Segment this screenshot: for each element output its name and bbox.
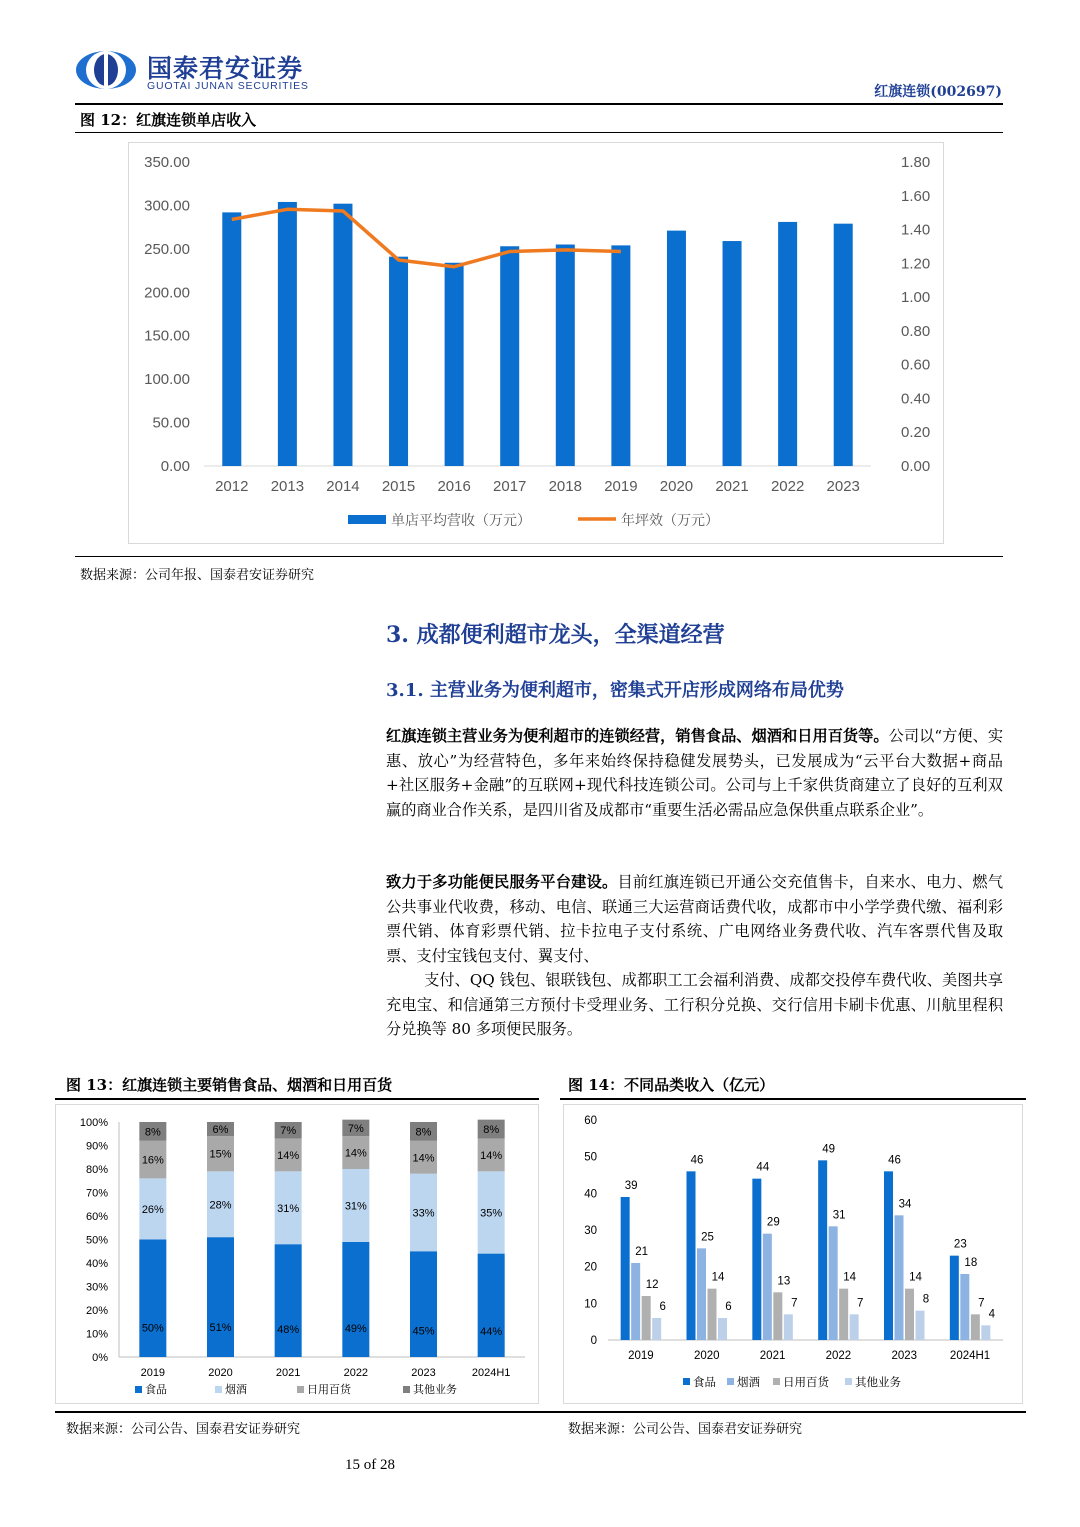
fig13-data-label: 15%: [209, 1148, 232, 1161]
report-title: 红旗连锁(002697): [874, 84, 1002, 100]
fig12-right-tick: 0.00: [901, 458, 931, 475]
fig12-right-tick: 0.40: [901, 390, 931, 408]
fig13-data-label: 35%: [480, 1207, 503, 1220]
fig13-data-label: 14%: [480, 1149, 503, 1162]
fig13-y-tick: 60%: [85, 1211, 108, 1223]
fig14-legend-label: 烟酒: [737, 1375, 760, 1389]
fig13-data-label: 6%: [212, 1124, 229, 1137]
fig14-bar: [718, 1318, 727, 1340]
fig12-right-tick: 0.20: [901, 424, 931, 442]
fig14-data-label: 21: [635, 1246, 649, 1258]
header-rule: [75, 103, 1003, 105]
fig12-bar: [278, 202, 297, 466]
fig13-y-tick: 40%: [85, 1258, 108, 1270]
fig13-x-tick: 2024H1: [471, 1367, 511, 1379]
fig14-data-label: 14: [711, 1271, 725, 1284]
fig12-bar: [500, 246, 519, 466]
fig13-x-tick: 2022: [343, 1367, 369, 1379]
fig12-right-tick: 1.00: [901, 289, 931, 307]
fig13-legend-swatch: [215, 1386, 222, 1393]
fig12-bar: [222, 212, 241, 466]
fig13-x-tick: 2023: [411, 1367, 436, 1379]
fig12-x-tick: 2014: [326, 478, 360, 495]
fig13-chart: [55, 1104, 539, 1404]
fig13-x-tick: 2020: [208, 1367, 233, 1379]
fig14-y-tick: 60: [584, 1115, 597, 1127]
fig12-left-tick: 350.00: [144, 154, 190, 171]
fig14-bar: [916, 1311, 925, 1340]
fig14-data-label: 39: [624, 1180, 638, 1192]
fig13-data-label: 49%: [344, 1323, 367, 1336]
fig14-legend-swatch: [773, 1378, 780, 1385]
fig14-y-tick: 40: [584, 1188, 597, 1201]
fig12-left-tick: 50.00: [152, 414, 190, 432]
fig13-y-tick: 50%: [85, 1234, 108, 1247]
fig14-legend-label: 其他业务: [855, 1375, 901, 1389]
logo-mark: [75, 50, 137, 90]
fig14-legend-label: 食品: [693, 1375, 716, 1389]
fig13-legend-label: 食品: [145, 1383, 167, 1396]
fig14-legend-swatch: [727, 1378, 734, 1385]
fig12-right-tick: 0.80: [901, 322, 931, 340]
fig12-left-tick: 100.00: [144, 371, 190, 389]
fig13-data-label: 28%: [209, 1199, 232, 1212]
paragraph-main-business-lead: 红旗连锁主营业务为便利超市的连锁经营，销售食品、烟酒和日用百货等。: [386, 727, 889, 745]
fig14-x-tick: 2021: [759, 1350, 786, 1362]
fig13-legend-label: 烟酒: [225, 1383, 247, 1396]
fig14-y-tick: 0: [590, 1335, 597, 1347]
fig13-bar-segment: [478, 1254, 505, 1357]
fig13-legend-label: 其他业务: [413, 1383, 457, 1396]
fig14-data-label: 4: [988, 1308, 996, 1321]
fig14-top-rule: [560, 1098, 1026, 1100]
fig14-bar: [631, 1263, 640, 1340]
fig14-legend-swatch: [845, 1378, 852, 1385]
fig14-data-label: 46: [888, 1154, 901, 1167]
fig13-data-label: 44%: [480, 1326, 503, 1339]
fig13-legend-label: 日用百货: [307, 1383, 351, 1396]
fig13-data-label: 14%: [412, 1152, 435, 1165]
fig12-title: 图 12：红旗连锁单店收入: [80, 111, 257, 129]
fig12-legend-swatch-bar: [348, 515, 386, 524]
fig13-x-tick: 2019: [140, 1367, 166, 1379]
fig12-right-tick: 1.20: [901, 255, 931, 273]
fig14-data-label: 46: [690, 1154, 704, 1167]
fig14-data-label: 49: [822, 1143, 836, 1156]
fig12-left-tick: 150.00: [144, 327, 190, 345]
fig13-data-label: 33%: [412, 1207, 435, 1220]
fig13-data-label: 7%: [347, 1122, 364, 1135]
fig12-right-tick: 0.60: [901, 356, 931, 374]
paragraph-service-platform-body: 目前红旗连锁已开通公交充值售卡，自来水、电力、燃气公共事业代收费，移动、电信、联通三大运营商话费代收，成都市中小学学费代缴、福利彩票代销、体育彩票代销、拉卡拉电子支付系统、广电网络业务费代收、汽车客票代售及取票、支付宝钱包支付、翼支付、: [386, 873, 1004, 965]
fig13-data-label: 8%: [415, 1126, 432, 1139]
fig13-y-tick: 10%: [85, 1328, 108, 1341]
fig12-bar: [389, 257, 408, 466]
fig14-bar: [960, 1274, 969, 1340]
fig14-data-label: 13: [777, 1275, 791, 1288]
fig13-y-tick: 90%: [85, 1140, 108, 1153]
fig14-data-label: 8: [922, 1293, 930, 1306]
fig13-data-label: 50%: [141, 1322, 164, 1335]
fig14-bar: [981, 1325, 990, 1340]
fig14-chart: [563, 1104, 1023, 1404]
fig14-y-tick: 20: [584, 1261, 597, 1274]
fig12-bar: [611, 245, 630, 466]
fig12-x-tick: 2015: [381, 478, 416, 495]
fig13-data-label: 16%: [141, 1154, 164, 1167]
fig13-y-tick: 30%: [85, 1281, 108, 1294]
fig13-y-tick: 70%: [85, 1187, 108, 1200]
fig14-bar: [687, 1171, 696, 1340]
fig14-y-tick: 50: [584, 1151, 597, 1164]
fig13-y-tick: 100%: [79, 1117, 108, 1129]
fig13-data-label: 51%: [209, 1322, 232, 1335]
fig14-data-label: 34: [898, 1198, 912, 1211]
paragraph-service-platform-lead: 致力于多功能便民服务平台建设。: [386, 873, 618, 891]
fig12-x-tick: 2023: [826, 478, 860, 495]
subsection-heading: 3.1. 主营业务为便利超市，密集式开店形成网络布局优势: [386, 680, 844, 701]
fig13-data-label: 14%: [344, 1147, 367, 1160]
fig14-bar: [773, 1292, 782, 1340]
paragraph-main-business-body: 公司以“方便、实惠、放心”为经营特色，多年来始终保持稳健发展势头，已发展成为“云平台大数据+商品+社区服务+金融”的互联网+现代科技连锁公司。公司与上千家供货商建立了良好的互利双赢的商业合作关系，是四川省及成都市“重要生活必需品应急保供重点联系企业”。: [386, 727, 1004, 819]
fig14-bar: [642, 1296, 651, 1340]
page-number: 15 of 28: [345, 1457, 395, 1473]
fig14-x-tick: 2019: [628, 1350, 654, 1362]
fig13-data-label: 8%: [483, 1124, 500, 1137]
fig12-x-tick: 2017: [493, 478, 527, 495]
fig13-legend-swatch: [297, 1386, 304, 1393]
paragraph-service-platform-cont: 支付、QQ 钱包、银联钱包、成都职工工会福利消费、成都交投停车费代收、美图共享充电宝、和信通第三方预付卡受理业务、工行积分兑换、交行信用卡刷卡优惠、川航里程积分兑换等 80 多项便民服务。: [386, 971, 1003, 1038]
fig13-bar-segment: [410, 1251, 437, 1357]
fig14-legend-swatch: [683, 1378, 690, 1385]
fig14-data-label: 31: [832, 1209, 846, 1222]
fig14-data-label: 14: [843, 1271, 857, 1284]
fig13-data-label: 14%: [277, 1149, 300, 1162]
fig14-title: 图 14：不同品类收入（亿元）: [568, 1076, 775, 1094]
fig14-data-label: 7: [978, 1297, 985, 1310]
fig12-right-tick: 1.40: [901, 221, 931, 239]
fig14-bar: [895, 1215, 904, 1340]
fig12-bar: [556, 245, 575, 466]
fig12-left-tick: 0.00: [160, 458, 190, 475]
fig13-bar-segment: [275, 1244, 302, 1357]
fig12-legend-label-bar: 单店平均营收（万元）: [391, 513, 531, 529]
fig13-bar-segment: [139, 1240, 166, 1358]
fig14-bar: [621, 1197, 630, 1340]
paragraph-service-platform: [386, 870, 1003, 1042]
fig12-source: 数据来源：公司年报、国泰君安证券研究: [80, 568, 315, 583]
fig12-top-rule: [75, 132, 1003, 133]
fig13-top-rule: [55, 1098, 539, 1100]
fig12-right-tick: 1.60: [901, 187, 931, 205]
fig14-legend-label: 日用百货: [783, 1375, 829, 1389]
fig12-bar: [445, 263, 464, 466]
paragraph-main-business: [386, 724, 1003, 822]
fig14-bar: [884, 1171, 893, 1340]
fig13-legend-swatch: [403, 1386, 410, 1393]
fig14-x-tick: 2024H1: [949, 1350, 991, 1362]
fig14-bar: [839, 1289, 848, 1340]
fig12-left-tick: 200.00: [144, 284, 190, 302]
fig12-x-tick: 2016: [437, 478, 471, 495]
fig14-data-label: 23: [953, 1238, 967, 1251]
fig13-y-tick: 80%: [85, 1164, 108, 1176]
fig12-x-tick: 2021: [715, 478, 749, 495]
fig14-bar: [784, 1314, 793, 1340]
fig13-data-label: 31%: [277, 1202, 300, 1215]
fig12-bar: [778, 222, 797, 466]
fig12-x-tick: 2019: [604, 478, 638, 495]
fig14-data-label: 44: [756, 1161, 770, 1174]
fig13-bar-segment: [342, 1242, 369, 1357]
fig12-x-tick: 2013: [270, 478, 305, 495]
fig14-data-label: 25: [701, 1231, 714, 1244]
fig12-legend-label-line: 年坪效（万元）: [621, 513, 719, 529]
fig14-x-tick: 2020: [693, 1350, 720, 1362]
fig12-x-tick: 2022: [770, 478, 805, 495]
fig13-source: 数据来源：公司公告、国泰君安证券研究: [66, 1422, 301, 1437]
section-heading: 3. 成都便利超市龙头，全渠道经营: [386, 622, 725, 648]
fig12-left-tick: 250.00: [144, 240, 190, 258]
fig14-x-tick: 2023: [891, 1350, 918, 1362]
company-logo: [75, 50, 137, 90]
fig14-y-tick: 10: [584, 1298, 597, 1311]
fig13-data-label: 45%: [412, 1325, 435, 1338]
fig14-bar: [818, 1160, 827, 1340]
fig13-y-tick: 0%: [92, 1352, 108, 1364]
fig12-bar: [667, 231, 686, 466]
fig14-bar: [905, 1289, 914, 1340]
fig14-data-label: 7: [856, 1297, 864, 1310]
fig13-title: 图 13：红旗连锁主要销售食品、烟酒和日用百货: [66, 1076, 393, 1094]
fig13-bar-segment: [207, 1237, 234, 1357]
fig12-x-tick: 2012: [215, 478, 249, 495]
fig12-bottom-rule: [75, 556, 1003, 557]
logo-text-cn: 国泰君安证券: [147, 54, 304, 83]
fig14-bar: [829, 1226, 838, 1340]
fig14-x-tick: 2022: [825, 1350, 852, 1362]
fig14-y-tick: 30: [584, 1225, 597, 1237]
fig14-source: 数据来源：公司公告、国泰君安证券研究: [568, 1422, 803, 1437]
fig13-x-tick: 2021: [275, 1367, 301, 1379]
fig14-bar: [971, 1314, 980, 1340]
fig14-bar: [708, 1289, 717, 1340]
fig12-left-tick: 300.00: [144, 197, 190, 215]
figs-bottom-rule: [55, 1411, 1026, 1413]
fig14-data-label: 14: [909, 1271, 922, 1284]
fig14-bar: [950, 1256, 959, 1340]
fig12-chart: [128, 142, 944, 544]
fig12-right-tick: 1.80: [901, 154, 931, 171]
fig13-data-label: 7%: [280, 1125, 297, 1138]
fig13-data-label: 31%: [344, 1200, 367, 1213]
fig14-bar: [850, 1314, 859, 1340]
fig13-data-label: 26%: [141, 1203, 164, 1216]
fig14-data-label: 6: [659, 1301, 666, 1313]
fig14-data-label: 6: [725, 1301, 732, 1313]
fig14-bar: [752, 1179, 761, 1340]
fig13-legend-swatch: [135, 1386, 142, 1393]
fig14-bar: [697, 1248, 706, 1340]
fig13-y-tick: 20%: [85, 1305, 108, 1317]
fig14-data-label: 7: [791, 1297, 798, 1310]
fig12-bar: [333, 204, 352, 466]
fig14-data-label: 29: [766, 1216, 780, 1229]
logo-text-en: GUOTAI JUNAN SECURITIES: [147, 80, 309, 92]
fig12-bar: [834, 224, 853, 466]
fig13-data-label: 8%: [144, 1126, 161, 1139]
fig12-x-tick: 2020: [659, 478, 694, 495]
fig12-x-tick: 2018: [548, 478, 582, 495]
fig14-data-label: 18: [964, 1257, 978, 1269]
fig13-data-label: 48%: [277, 1323, 300, 1336]
fig14-bar: [652, 1318, 661, 1340]
fig12-bar: [723, 241, 742, 466]
fig14-bar: [763, 1234, 772, 1340]
fig14-data-label: 12: [645, 1279, 659, 1291]
